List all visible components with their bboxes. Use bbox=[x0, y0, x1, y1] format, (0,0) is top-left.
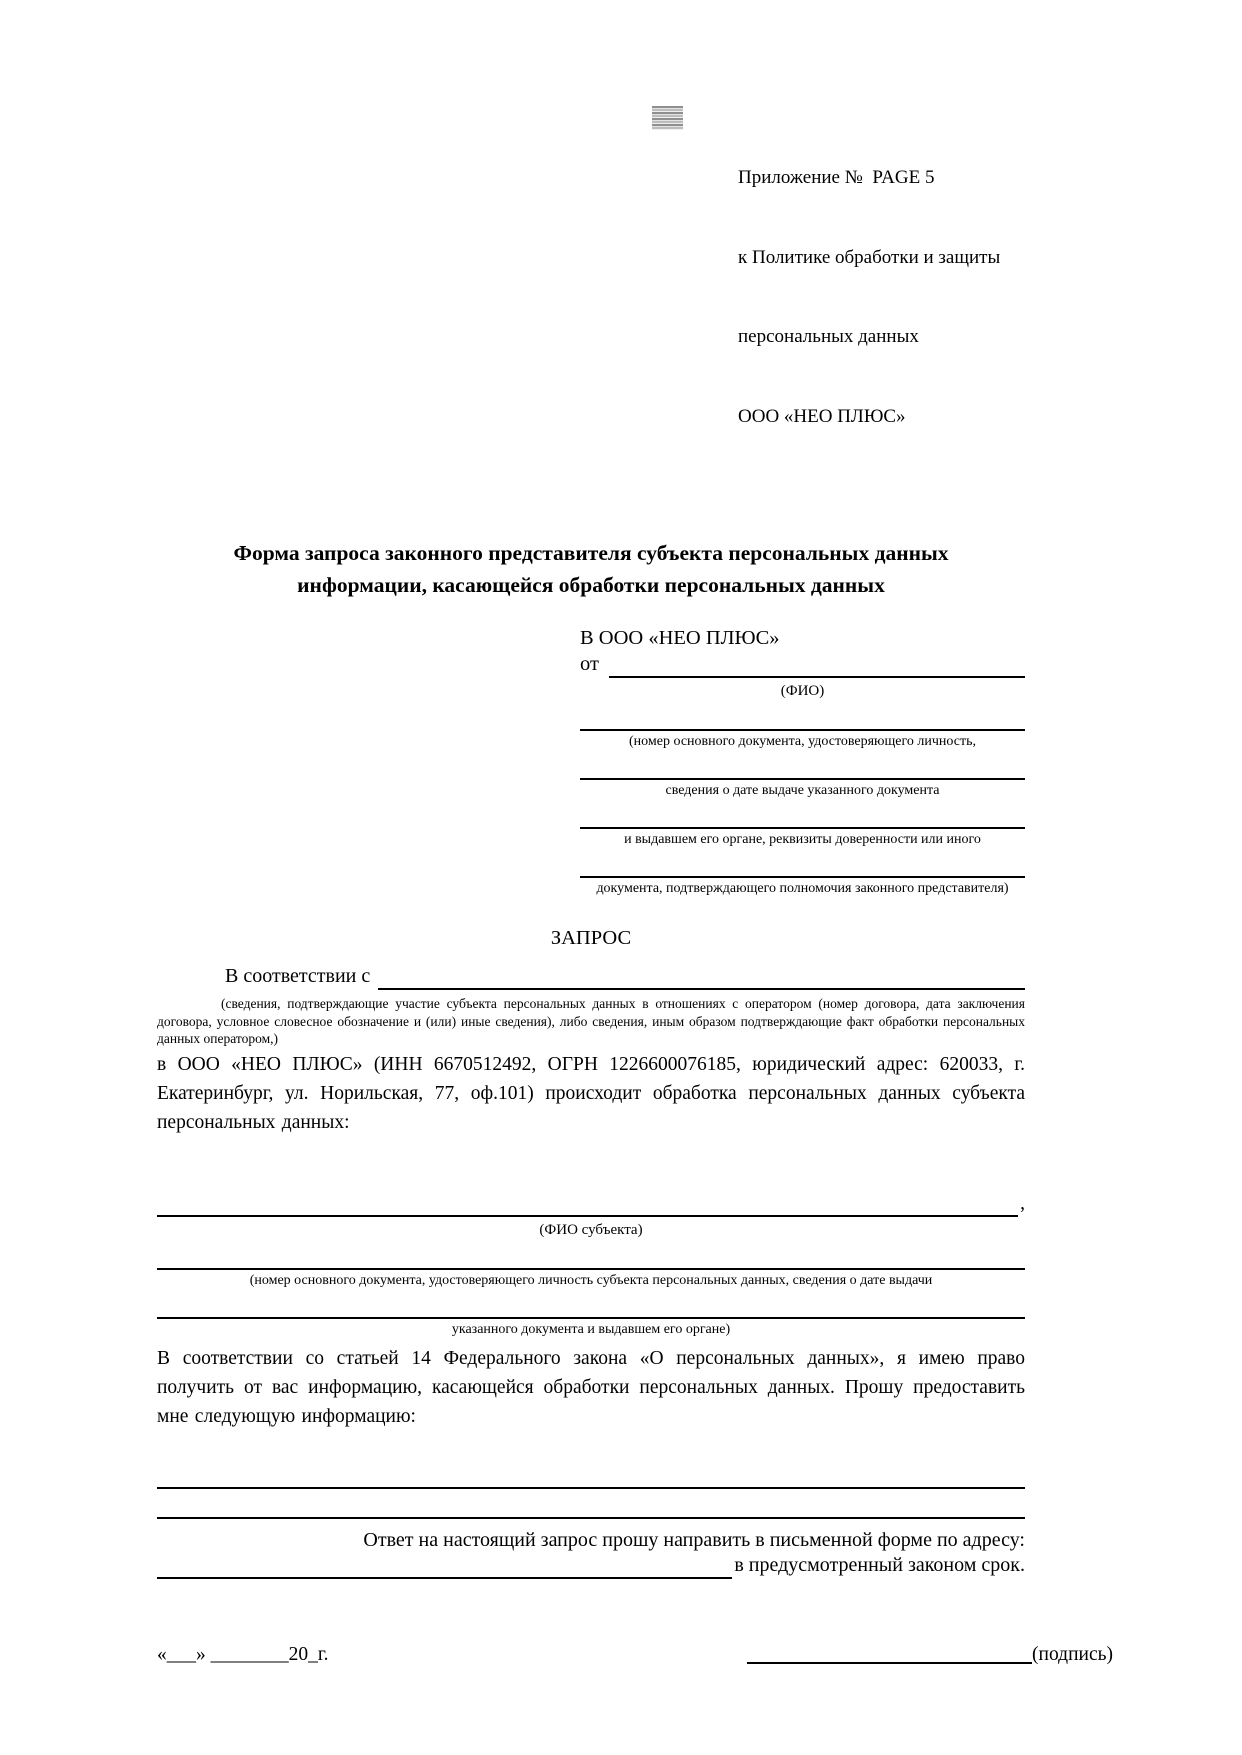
fine-print-note: (сведения, подтверждающие участие субъекта персональных данных в отношениях с оператором (номер договора, дата заключения договора, условное словесное обозначение и (или) иные сведения), либо сведения, иным образом подтверждающие факт обработки персональных данных оператором,) bbox=[157, 996, 1025, 1046]
document-title bbox=[157, 537, 1025, 601]
addressee-to: В ООО «НЕО ПЛЮС» bbox=[580, 627, 780, 649]
subject-doc-caption-1: (номер основного документа, удостоверяющего личность субъекта персональных данных, сведения о дате выдачи bbox=[249, 1272, 933, 1288]
appendix-header bbox=[738, 112, 1025, 483]
signature-caption: (подпись) bbox=[1032, 1643, 1113, 1665]
document-title-line2: информации, касающейся обработки персональных данных bbox=[297, 573, 885, 597]
appendix-header-line: ООО «НЕО ПЛЮС» bbox=[738, 405, 906, 427]
accordance-field-line[interactable] bbox=[378, 965, 1025, 990]
answer-address-row bbox=[157, 1554, 1025, 1581]
subject-fio-field-line[interactable] bbox=[157, 1193, 1018, 1217]
appendix-header-line: Приложение № PAGE 5 bbox=[738, 167, 935, 188]
appendix-header-line: персональных данных bbox=[738, 326, 919, 347]
fio-caption: (ФИО) bbox=[780, 683, 825, 699]
subject-fio-row bbox=[157, 1193, 1025, 1219]
representative-doc-field-line-2[interactable] bbox=[580, 750, 1025, 780]
representative-fio-row bbox=[580, 653, 1025, 680]
answer-suffix: в предусмотренный законом срок. bbox=[734, 1553, 1025, 1576]
representative-fio-field-line[interactable] bbox=[609, 653, 1025, 678]
requested-info-field-line-2[interactable] bbox=[157, 1489, 1025, 1519]
representative-doc-field-line-3[interactable] bbox=[580, 799, 1025, 829]
date-field[interactable]: «___» ________20_г. bbox=[157, 1643, 329, 1665]
address-field-line[interactable] bbox=[157, 1554, 732, 1579]
from-label: от bbox=[580, 653, 599, 675]
appendix-header-line: к Политике обработки и защиты bbox=[738, 246, 1001, 268]
subject-doc-caption-2: указанного документа и выдавшем его органе) bbox=[451, 1321, 731, 1337]
accordance-row bbox=[157, 965, 1025, 992]
document-title-line1: Форма запроса законного представителя субъекта персональных данных bbox=[233, 541, 949, 565]
answer-instruction: Ответ на настоящий запрос прошу направить в письменной форме по адресу: bbox=[363, 1528, 1025, 1551]
form-page bbox=[157, 0, 1113, 1666]
subject-doc-field-line-2[interactable] bbox=[157, 1289, 1025, 1319]
signature-group bbox=[747, 1644, 1113, 1666]
representative-doc-caption-1: (номер основного документа, удостоверяющего личность, bbox=[629, 734, 976, 749]
subject-block bbox=[157, 1193, 1025, 1338]
representative-doc-caption-3: и выдавшем его органе, реквизиты доверенности или иного bbox=[624, 832, 981, 847]
representative-doc-caption-2: сведения о дате выдаче указанного документа bbox=[665, 783, 940, 798]
representative-doc-field-line-4[interactable] bbox=[580, 848, 1025, 878]
article-paragraph: В соответствии со статьей 14 Федерального закона «О персональных данных», я имею право получить от вас информацию, касающейся обработки персональных данных. Прошу предоставить мне следующую информацию: bbox=[157, 1347, 1025, 1427]
accordance-label: В соответствии с bbox=[225, 965, 371, 987]
requested-info-fields bbox=[157, 1445, 1025, 1519]
operator-paragraph: в ООО «НЕО ПЛЮС» (ИНН 6670512492, ОГРН 1226600076185, юридический адрес: 620033, г. Екатеринбург, ул. Норильская, 77, оф.101) происходит обработка персональных данных субъекта персональных данных: bbox=[157, 1053, 1025, 1133]
addressee-block bbox=[580, 627, 1025, 897]
subject-fio-caption: (ФИО субъекта) bbox=[539, 1221, 643, 1238]
subject-doc-field-line-1[interactable] bbox=[157, 1240, 1025, 1270]
request-heading: ЗАПРОС bbox=[550, 927, 632, 949]
signature-row bbox=[157, 1639, 1113, 1666]
representative-doc-field-line-1[interactable] bbox=[580, 701, 1025, 731]
subject-comma: , bbox=[1020, 1192, 1025, 1214]
requested-info-field-line-1[interactable] bbox=[157, 1445, 1025, 1489]
representative-doc-caption-4: документа, подтверждающего полномочия законного представителя) bbox=[596, 881, 1009, 896]
signature-field-line[interactable] bbox=[747, 1662, 1032, 1664]
